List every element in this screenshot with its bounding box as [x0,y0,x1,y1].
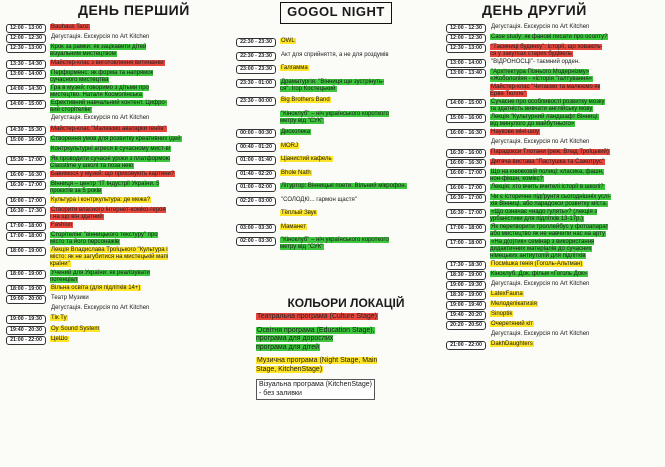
legend-label: Музична програма (Night Stage, Main Stage, KitchenStage) [256,357,378,373]
schedule-row [6,207,228,221]
legend-item [256,313,436,322]
time-badge: 23:00 - 23:30 [236,65,276,74]
time-badge: 13:30 - 14:30 [6,60,46,69]
legend-item [256,327,436,353]
time-badge: 22:30 - 23:30 [236,38,276,47]
schedule-row [446,194,660,208]
schedule-row [236,224,436,233]
time-badge: 19:40 - 20:30 [6,326,46,335]
time-badge: 19:00 - 19:30 [6,315,46,324]
time-badge: 16:00 - 16:30 [446,129,486,138]
schedule-row [236,38,436,47]
time-badge: 02:20 - 03:00 [236,197,276,206]
schedule-row [236,210,436,219]
event-title: Мелоделікатизія [491,301,537,307]
time-badge: 16:30 - 17:00 [446,194,486,203]
time-badge: 03:00 - 03:30 [236,224,276,233]
event-title: Театр Музики [51,294,89,301]
event-title: Лекція Владислава Троїцького "Культура і місто: як не загубитися на мистецькій мапі країни" [50,247,169,268]
event-title: Tік Ту [51,315,67,322]
time-badge: 01:00 - 01:40 [236,156,276,165]
time-badge: 22:30 - 23:30 [236,52,276,61]
schedule-row [6,305,228,314]
event-title: Очеретяний кіт [491,321,533,327]
time-badge: 12:30 - 13:00 [446,44,486,53]
schedule-row [6,24,228,33]
time-badge: 15:00 - 16:00 [6,136,46,145]
event-title: Гра в музей: говоримо з дітьми про мистецтво. Наталя Космолінська [50,84,149,98]
event-title: Наукове міні-шоу [491,129,539,135]
day-one-column [6,0,228,346]
event-title: OWL [281,38,295,44]
time-badge: 14:00 - 15:00 [6,100,46,109]
schedule-row [6,326,228,335]
event-title: "Кіноклуб" – ніч українського короткого метру від "СУК" [280,237,389,250]
event-title: Дегустація. Екскурсія по Art Kitchen [51,115,150,122]
event-title: Тёплый Звук [281,210,317,216]
time-badge: 19:00 - 19:40 [446,301,486,310]
schedule-row [6,270,228,284]
schedule-row [236,143,436,152]
event-title: Учений для України: як реалізувати потенціал [50,269,150,283]
time-badge: 18:30 - 19:00 [446,291,486,300]
time-badge: 16:30 - 17:00 [446,209,486,218]
event-title: Дитяча вистава "Пастушка та Сажотрус" [491,159,605,165]
event-title: Дегустація. Екскурсія по Art Kitchen [51,305,150,312]
time-badge: 23:30 - 01:00 [236,79,276,88]
schedule-row [6,126,228,135]
legend-item [256,357,436,374]
event-title: Дегустація. Екскурсія по Art Kitchen [491,281,590,287]
schedule-row [446,149,660,158]
schedule-row [446,44,660,58]
schedule-row [6,295,228,304]
schedule-row [6,181,228,195]
time-badge: 17:00 - 18:00 [446,224,486,233]
time-badge: 15:00 - 16:00 [446,114,486,123]
schedule-row [446,84,660,98]
time-badge: 19:40 - 20:20 [446,311,486,320]
schedule-row [236,183,436,192]
schedule-row [6,70,228,84]
time-badge: 13:00 - 13:40 [446,69,486,78]
time-badge: 18:00 - 19:00 [6,247,46,256]
event-title: Контркультурні агреси в сучасному мист-ві [51,145,171,152]
schedule-row [446,281,660,290]
schedule-row [6,85,228,99]
event-title: Oy Sound System [51,325,100,332]
schedule-row [446,34,660,43]
schedule-row [236,52,436,61]
day-one-title: ДЕНЬ ПЕРШИЙ [78,2,190,18]
event-title: Майстер-клас "Читаємо та малюємо як Ерве Тюлле" [490,84,601,97]
event-title: DakhDaughters [491,341,533,347]
schedule-row [236,197,436,206]
day-two-title: ДЕНЬ ДРУГИЙ [482,2,587,18]
time-badge: 16:30 - 17:00 [6,181,46,190]
time-badge: 21:00 - 22:00 [6,336,46,345]
schedule-row [236,79,436,93]
legend-title: КОЛЬОРИ ЛОКАЦІЙ [287,296,405,310]
event-title: Посмішка генія (Гоголь-Альтман) [491,261,583,267]
time-badge: 21:00 - 22:00 [446,341,486,350]
event-title: «Що означає «надо гулять»? (лекція з урбаністики для підлітків 13-17р.) [490,209,598,222]
schedule-row [446,331,660,340]
event-title: Крок за рамки: як зацікавити дітей візуальним мистецтвом [50,44,147,58]
event-title: Лекція: хто вчить вчителі історії в школі? [491,184,604,190]
event-title: "Таємниці будинку": історії, що ховають- ся у закутках старих будівель [490,44,603,57]
time-badge: 17:30 - 18:30 [446,261,486,270]
time-badge: 16:00 - 16:30 [446,159,486,168]
time-badge: 16:30 - 17:30 [6,207,46,216]
event-title: Створення умов для розвитку креативних ідей [51,135,181,142]
schedule-row [446,301,660,310]
day-one-schedule [6,24,228,345]
schedule-row [6,197,228,206]
time-badge: 17:00 - 18:00 [6,222,46,231]
time-badge: 13:00 - 14:00 [6,70,46,79]
time-badge: 16:00 - 17:00 [6,197,46,206]
time-badge: 12:00 - 12:30 [446,34,486,43]
time-badge: 19:00 - 19:30 [446,281,486,290]
event-title: Майстер-клас з виготовлення витинанки [51,59,164,66]
event-title: Літуртор: Вінницькі поети. Вільний мікрофон. [281,183,407,189]
event-title: Чи є історичне підґрунтя сьогоднішніх услі- хів Вінниці, або парадокси розвитку міста. [490,194,611,207]
schedule-row [6,247,228,268]
schedule-row [6,285,228,294]
day-two-schedule [446,24,660,350]
event-title: Дегустація. Екскурсія по Art Kitchen [491,331,590,337]
schedule-row [236,156,436,165]
event-title: Як перетворити троллейбус у фотоапарат або мистецтво як не навчили нас на арту [490,224,609,237]
event-title: Ціанистий кафель [281,156,332,162]
time-badge: 18:00 - 19:00 [6,270,46,279]
schedule-row [446,209,660,223]
day-two-column [446,0,660,351]
time-badge: 01:00 - 02:00 [236,183,276,192]
event-title: Sinoptik [491,311,513,317]
event-title: «На д(о)тик» семінар з використання дидактичних матеріалів до сучасних німецьких антиутопій для підлітків [490,239,595,259]
event-title: Дегустація. Екскурсія по Art Kitchen [491,24,590,30]
schedule-row [446,224,660,238]
schedule-row [446,59,660,68]
time-badge: 20:20 - 20:50 [446,321,486,330]
time-badge: 01:40 - 02:20 [236,170,276,179]
time-badge: 14:30 - 15:30 [6,126,46,135]
schedule-row [6,156,228,170]
event-title: Сучасне про особливості розвитку мозку та здатність вивчати англійську мову [490,99,605,112]
legend-items [256,313,436,400]
gogol-night-schedule [236,38,436,251]
event-title: "ВІДРОНОСЦІ"- таємний орден. [491,59,580,65]
event-title: LatexFauna [491,291,523,297]
schedule-row [6,146,228,155]
schedule-row [446,24,660,33]
event-title: Лекція "Культурний ландшафт Вінниці: від минулого до майбутнього» [490,114,599,127]
event-title: Створити власного інтернет-коміко-героя і на що він здатний [50,206,166,220]
schedule-row [6,115,228,124]
schedule-row [446,261,660,270]
schedule-row [446,291,660,300]
event-title: Маманет [281,223,307,230]
event-title: Як проводити сучасні уроки з платформою Classtime у школі та поза нею [50,156,171,170]
gogol-night-title: GOGOL NIGHT [280,2,392,24]
event-title: Дегустація. Екскурсія по Art Kitchen [51,34,150,41]
time-badge: 13:00 - 14:00 [446,59,486,68]
time-badge: 19:00 - 20:00 [6,295,46,304]
legend-label: Освітня програма (Education Stage), програма для дорослих програма для дітей [256,326,375,351]
time-badge: 12:00 - 12:30 [6,34,46,43]
schedule-row [6,136,228,145]
event-title: Що на книжковій полиці: класика, фашн, нон-фікшн, комікс? [490,169,604,182]
schedule-row [446,271,660,280]
schedule-row [446,114,660,128]
schedule-row [6,34,228,43]
schedule-row [446,169,660,183]
time-badge: 00:00 - 00:30 [236,129,276,138]
schedule-row [6,44,228,58]
time-badge: 15:30 - 17:00 [6,156,46,165]
event-title: Бавимося у музей: що приховують картини? [51,171,175,178]
event-title: Акт для сприйняття, а не для роздумів [281,51,389,58]
schedule-row [236,65,436,74]
event-title: Драматургія: "Вінниця ще зустрінуть- ся". Ігор Костецький [280,78,385,92]
time-badge: 16:00 - 16:30 [6,171,46,180]
schedule-row [236,111,436,125]
event-title: Дископека [281,129,311,135]
event-title: Bhole Nath [281,169,311,176]
event-title: ЦеШо [51,335,68,342]
schedule-row [6,315,228,324]
schedule-row [236,129,436,138]
event-title: Перформенс: як форма та напрямок сучасного мистецтва [50,69,154,83]
event-title: Майстер-клас "Малюємо аватарки геніїв" [51,125,166,132]
schedule-row [236,170,436,179]
schedule-row [446,239,660,260]
schedule-row [6,222,228,231]
time-badge: 14:00 - 14:30 [6,85,46,94]
schedule-row [446,341,660,350]
schedule-row [6,171,228,180]
time-badge: 17:00 - 18:00 [6,232,46,241]
schedule-row [6,100,228,114]
event-title: Вінниця – центр "IT Індустрії України. 5 проєктів за 5 років [50,181,160,195]
time-badge: 12:00 - 13:00 [6,24,46,33]
time-badge: 14:00 - 15:00 [446,99,486,108]
event-title: Дегустація. Екскурсія по Art Kitchen [491,139,590,145]
event-title: Big Brothers Band [281,97,330,103]
time-badge: 23:30 - 00:00 [236,97,276,106]
time-badge: 18:30 - 19:00 [446,271,486,280]
schedule-row [446,69,660,83]
schedule-row [446,321,660,330]
time-badge: 18:00 - 19:00 [6,285,46,294]
schedule-row [446,129,660,138]
time-badge: 12:30 - 13:00 [6,44,46,53]
schedule-row [446,311,660,320]
event-title: "Кіноклуб" – ніч українського короткого метру від "СУК" [280,110,389,124]
schedule-row [6,336,228,345]
time-badge: 12:00 - 12:30 [446,24,486,33]
schedule-row [446,159,660,168]
time-badge: 17:00 - 18:00 [446,239,486,248]
schedule-row [446,99,660,113]
event-title: Парадокси Тлотани (реж. Влад Троїцький) [491,149,609,155]
event-title: Case study: як фанові писати про осолту? [491,34,608,40]
legend-label: Візуальна програма (KitchenStage) - без заливки [256,379,375,400]
time-badge: 00:40 - 01:20 [236,143,276,152]
event-title: Галгамма [281,65,308,71]
event-title: Вільна освіта (для підлітків 14+) [51,284,141,291]
schedule-row [6,60,228,69]
schedule-row [236,237,436,251]
event-title: Кіноклуб. Док. фільм «Гоголь Док» [491,271,588,277]
time-badge: 16:00 - 17:00 [446,184,486,193]
location-colors-legend [256,296,436,405]
time-badge: 16:30 - 16:00 [446,149,486,158]
event-title: Сторітелінг "вінницького текстуру" про місто та його персонажів [50,232,158,246]
time-badge: 16:00 - 17:00 [446,169,486,178]
legend-label: Театральна програма (Culture Stage) [257,313,377,320]
legend-item [256,379,436,400]
event-title: Bauhaus Tanz [51,24,89,30]
event-title: "Архітектура Пізнього Модернізму» «Жобололіяя - «історія "галтування» [490,69,593,82]
event-title: Культура і контркультура: де межа? [51,196,151,203]
schedule-row [446,139,660,148]
time-badge: 02:00 - 03:30 [236,237,276,246]
event-title: Fashion [51,222,73,228]
schedule-row [6,232,228,246]
schedule-row [446,184,660,193]
event-title: "СОЛОДКІ... гармон щастя" [281,196,357,203]
schedule-row [236,97,436,106]
event-title: Ефективний навчальний контент. Цифро- вий сторітелінг [50,100,167,114]
gogol-night-column [236,0,436,256]
event-title: MORJ [281,142,298,149]
